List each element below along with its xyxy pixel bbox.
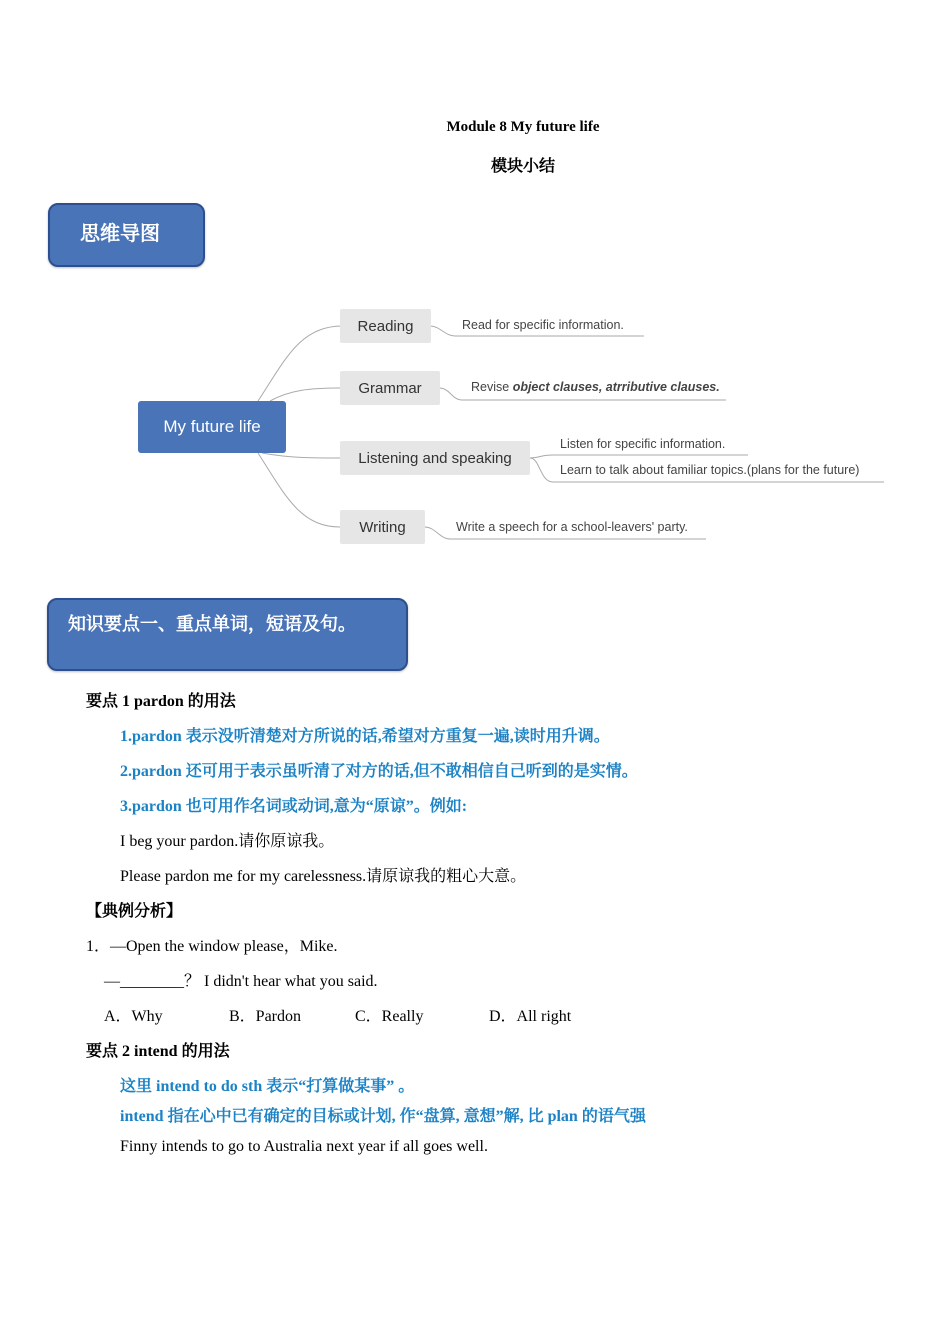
option-b: B．Pardon bbox=[229, 1008, 302, 1025]
document-subtitle: 模块小结 bbox=[490, 156, 555, 175]
option-c: C．Really bbox=[355, 1008, 424, 1025]
mind-map-leaf-emphasis: object clauses, atrributive clauses. bbox=[512, 380, 720, 394]
connector-reading bbox=[258, 326, 342, 401]
mind-map-node-label: Writing bbox=[359, 518, 406, 536]
knowledge-banner-label: 知识要点一、重点单词，短语及句。 bbox=[68, 614, 356, 635]
point2-heading: 要点 2 intend 的用法 bbox=[86, 1043, 230, 1060]
analysis-heading: 【典例分析】 bbox=[86, 903, 183, 920]
point1-example: I beg your pardon.请你原谅我。 bbox=[120, 833, 335, 850]
analysis-answer-line: —________？ I didn't hear what you said. bbox=[104, 973, 378, 990]
mind-map-node-listening-speaking bbox=[340, 441, 530, 475]
point1-note: 3.pardon 也可用作名词或动词,意为“原谅”。例如: bbox=[120, 798, 468, 815]
point1-example: Please pardon me for my carelessness.请原谅我的粗心大意。 bbox=[120, 868, 527, 885]
document-title: Module 8 My future life bbox=[446, 119, 600, 135]
point2-example: Finny intends to go to Australia next year if all goes well. bbox=[120, 1138, 488, 1155]
mind-map-leaf: Listen for specific information. bbox=[560, 437, 726, 451]
point1-note: 1.pardon 表示没听清楚对方所说的话,希望对方重复一遍,读时用升调。 bbox=[120, 728, 610, 745]
option-d: D．All right bbox=[489, 1008, 572, 1025]
point2-note: 这里 intend to do sth 表示“打算做某事” 。 bbox=[120, 1078, 415, 1095]
mind-map-leaf: Learn to talk about familiar topics.(plans for the future) bbox=[560, 463, 860, 477]
mind-map-leaf: Read for specific information. bbox=[462, 318, 624, 332]
point1-heading: 要点 1 pardon 的用法 bbox=[86, 693, 236, 710]
mind-map-leaf: Write a speech for a school-leavers' party. bbox=[456, 520, 688, 534]
mind-map-node-writing bbox=[340, 510, 425, 544]
mind-map-node-grammar bbox=[340, 371, 440, 405]
connector-listening-leaf1 bbox=[530, 455, 748, 458]
mind-map-node-label: Grammar bbox=[358, 379, 422, 397]
knowledge-banner bbox=[47, 598, 408, 671]
mind-map-root bbox=[138, 401, 286, 453]
mind-map-node-label: Reading bbox=[357, 317, 414, 335]
mind-map-root-label: My future life bbox=[163, 417, 261, 436]
connector-grammar bbox=[270, 388, 340, 401]
analysis-question: 1．—Open the window please，Mike. bbox=[86, 938, 338, 955]
mind-map-connectors bbox=[0, 0, 950, 600]
option-a: A．Why bbox=[104, 1008, 163, 1025]
mind-map-node-label: Listening and speaking bbox=[358, 449, 512, 467]
connector-writing bbox=[258, 453, 340, 527]
mind-map-node-reading bbox=[340, 309, 431, 343]
point2-note: intend 指在心中已有确定的目标或计划, 作“盘算, 意想”解, 比 plan 的语气强 bbox=[120, 1108, 646, 1125]
mind-map-banner-label: 思维导图 bbox=[80, 221, 160, 245]
mind-map-leaf bbox=[471, 380, 720, 394]
connector-listening bbox=[262, 453, 341, 458]
point1-note: 2.pardon 还可用于表示虽听清了对方的话,但不敢相信自己听到的是实情。 bbox=[120, 763, 638, 780]
mind-map-leaf-plain: Revise bbox=[471, 380, 513, 394]
